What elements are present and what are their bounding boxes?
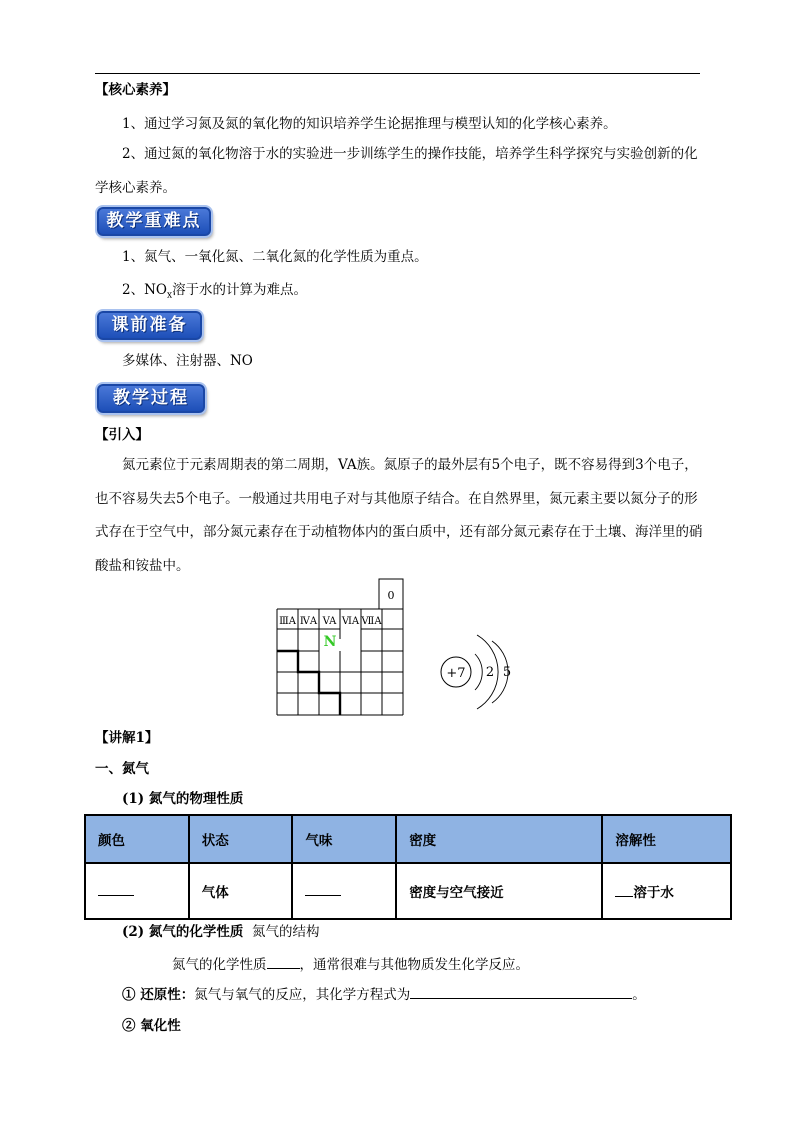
oxidation-label: ② 氧化性 <box>122 1018 181 1034</box>
header-color: 颜色 <box>85 815 189 863</box>
header-density: 密度 <box>396 815 602 863</box>
header-odor: 气味 <box>292 815 396 863</box>
group-zero-label: 0 <box>387 589 395 602</box>
cell-odor <box>292 863 396 919</box>
group-label: VA <box>322 616 337 627</box>
chemical-properties-text: 氮气的化学性质 ，通常很难与其他物质发生化学反应。 <box>172 957 529 973</box>
periodic-table-figure <box>270 575 530 720</box>
physical-properties-heading: (1) 氮气的物理性质 <box>122 791 244 807</box>
odor-blank <box>305 883 341 896</box>
header-solubility: 溶解性 <box>602 815 731 863</box>
process-banner: 教学过程 <box>97 384 205 413</box>
header-state: 状态 <box>189 815 293 863</box>
core-item-2: 2、通过氮的氧化物溶于水的实验进一步训练学生的操作技能，培养学生科学探究与实验创新的化学核心素养。 <box>95 146 698 196</box>
prep-text: 多媒体、注射器、NO <box>122 353 253 369</box>
chemical-properties-heading: (2) 氮气的化学性质 氮气的结构 <box>122 924 320 940</box>
group-label: ⅣA <box>299 616 318 627</box>
staircase-line <box>277 651 340 715</box>
intro-heading: 【引入】 <box>95 427 149 443</box>
group-label: ⅢA <box>279 616 296 627</box>
color-blank <box>98 883 134 896</box>
element-n-label: N <box>323 634 337 650</box>
table-header-row <box>85 815 731 863</box>
physical-properties-table <box>84 814 732 920</box>
cell-color <box>85 863 189 919</box>
group-label: ⅦA <box>361 616 382 627</box>
key-point-2: 2、$NO_x$溶于水的计算为难点。 <box>122 282 308 301</box>
key-points-banner: 教学重难点 <box>97 207 211 236</box>
intro-paragraph: 氮元素位于元素周期表的第二周期，VA族。氮原子的最外层有5个电子，既不容易得到3个电子，也不容易失去5个电子。一般通过共用电子对与其他原子结合。在自然界里，氮元素主要以氮分子的形式存在于空气中，部分氮元素存在于动植物体内的蛋白质中，还有部分氮元素存在于土壤、海洋里的硝酸盐和铵盐中。 <box>95 457 703 574</box>
shell-1-count: 2 <box>485 665 495 680</box>
stability-blank <box>267 956 300 969</box>
reduction-line: ① 还原性：氮气与氧气的反应，其化学方程式为 。 <box>122 987 646 1003</box>
header-rule <box>95 73 700 74</box>
key-point-1: 1、氮气、一氧化氮、二氧化氮的化学性质为重点。 <box>122 249 428 265</box>
nucleus-charge: +7 <box>446 666 466 681</box>
prep-banner: 课前准备 <box>97 311 202 340</box>
core-item-1: 1、通过学习氮及氮的氧化物的知识培养学生论据推理与模型认知的化学核心素养。 <box>122 116 617 132</box>
core-literacy-heading: 【核心素养】 <box>95 82 176 98</box>
lecture-heading: 【讲解1】 <box>95 730 159 746</box>
electron-shell-1 <box>475 654 482 690</box>
cell-density: 密度与空气接近 <box>396 863 602 919</box>
cell-solubility: 溶于水 <box>602 863 731 919</box>
group-label: ⅥA <box>341 616 360 627</box>
table-row <box>85 863 731 919</box>
equation-blank <box>410 986 632 999</box>
cell-state: 气体 <box>189 863 293 919</box>
solubility-blank <box>615 884 633 897</box>
section-nitrogen: 一、氮气 <box>95 761 149 777</box>
shell-2-count: 5 <box>502 665 512 680</box>
